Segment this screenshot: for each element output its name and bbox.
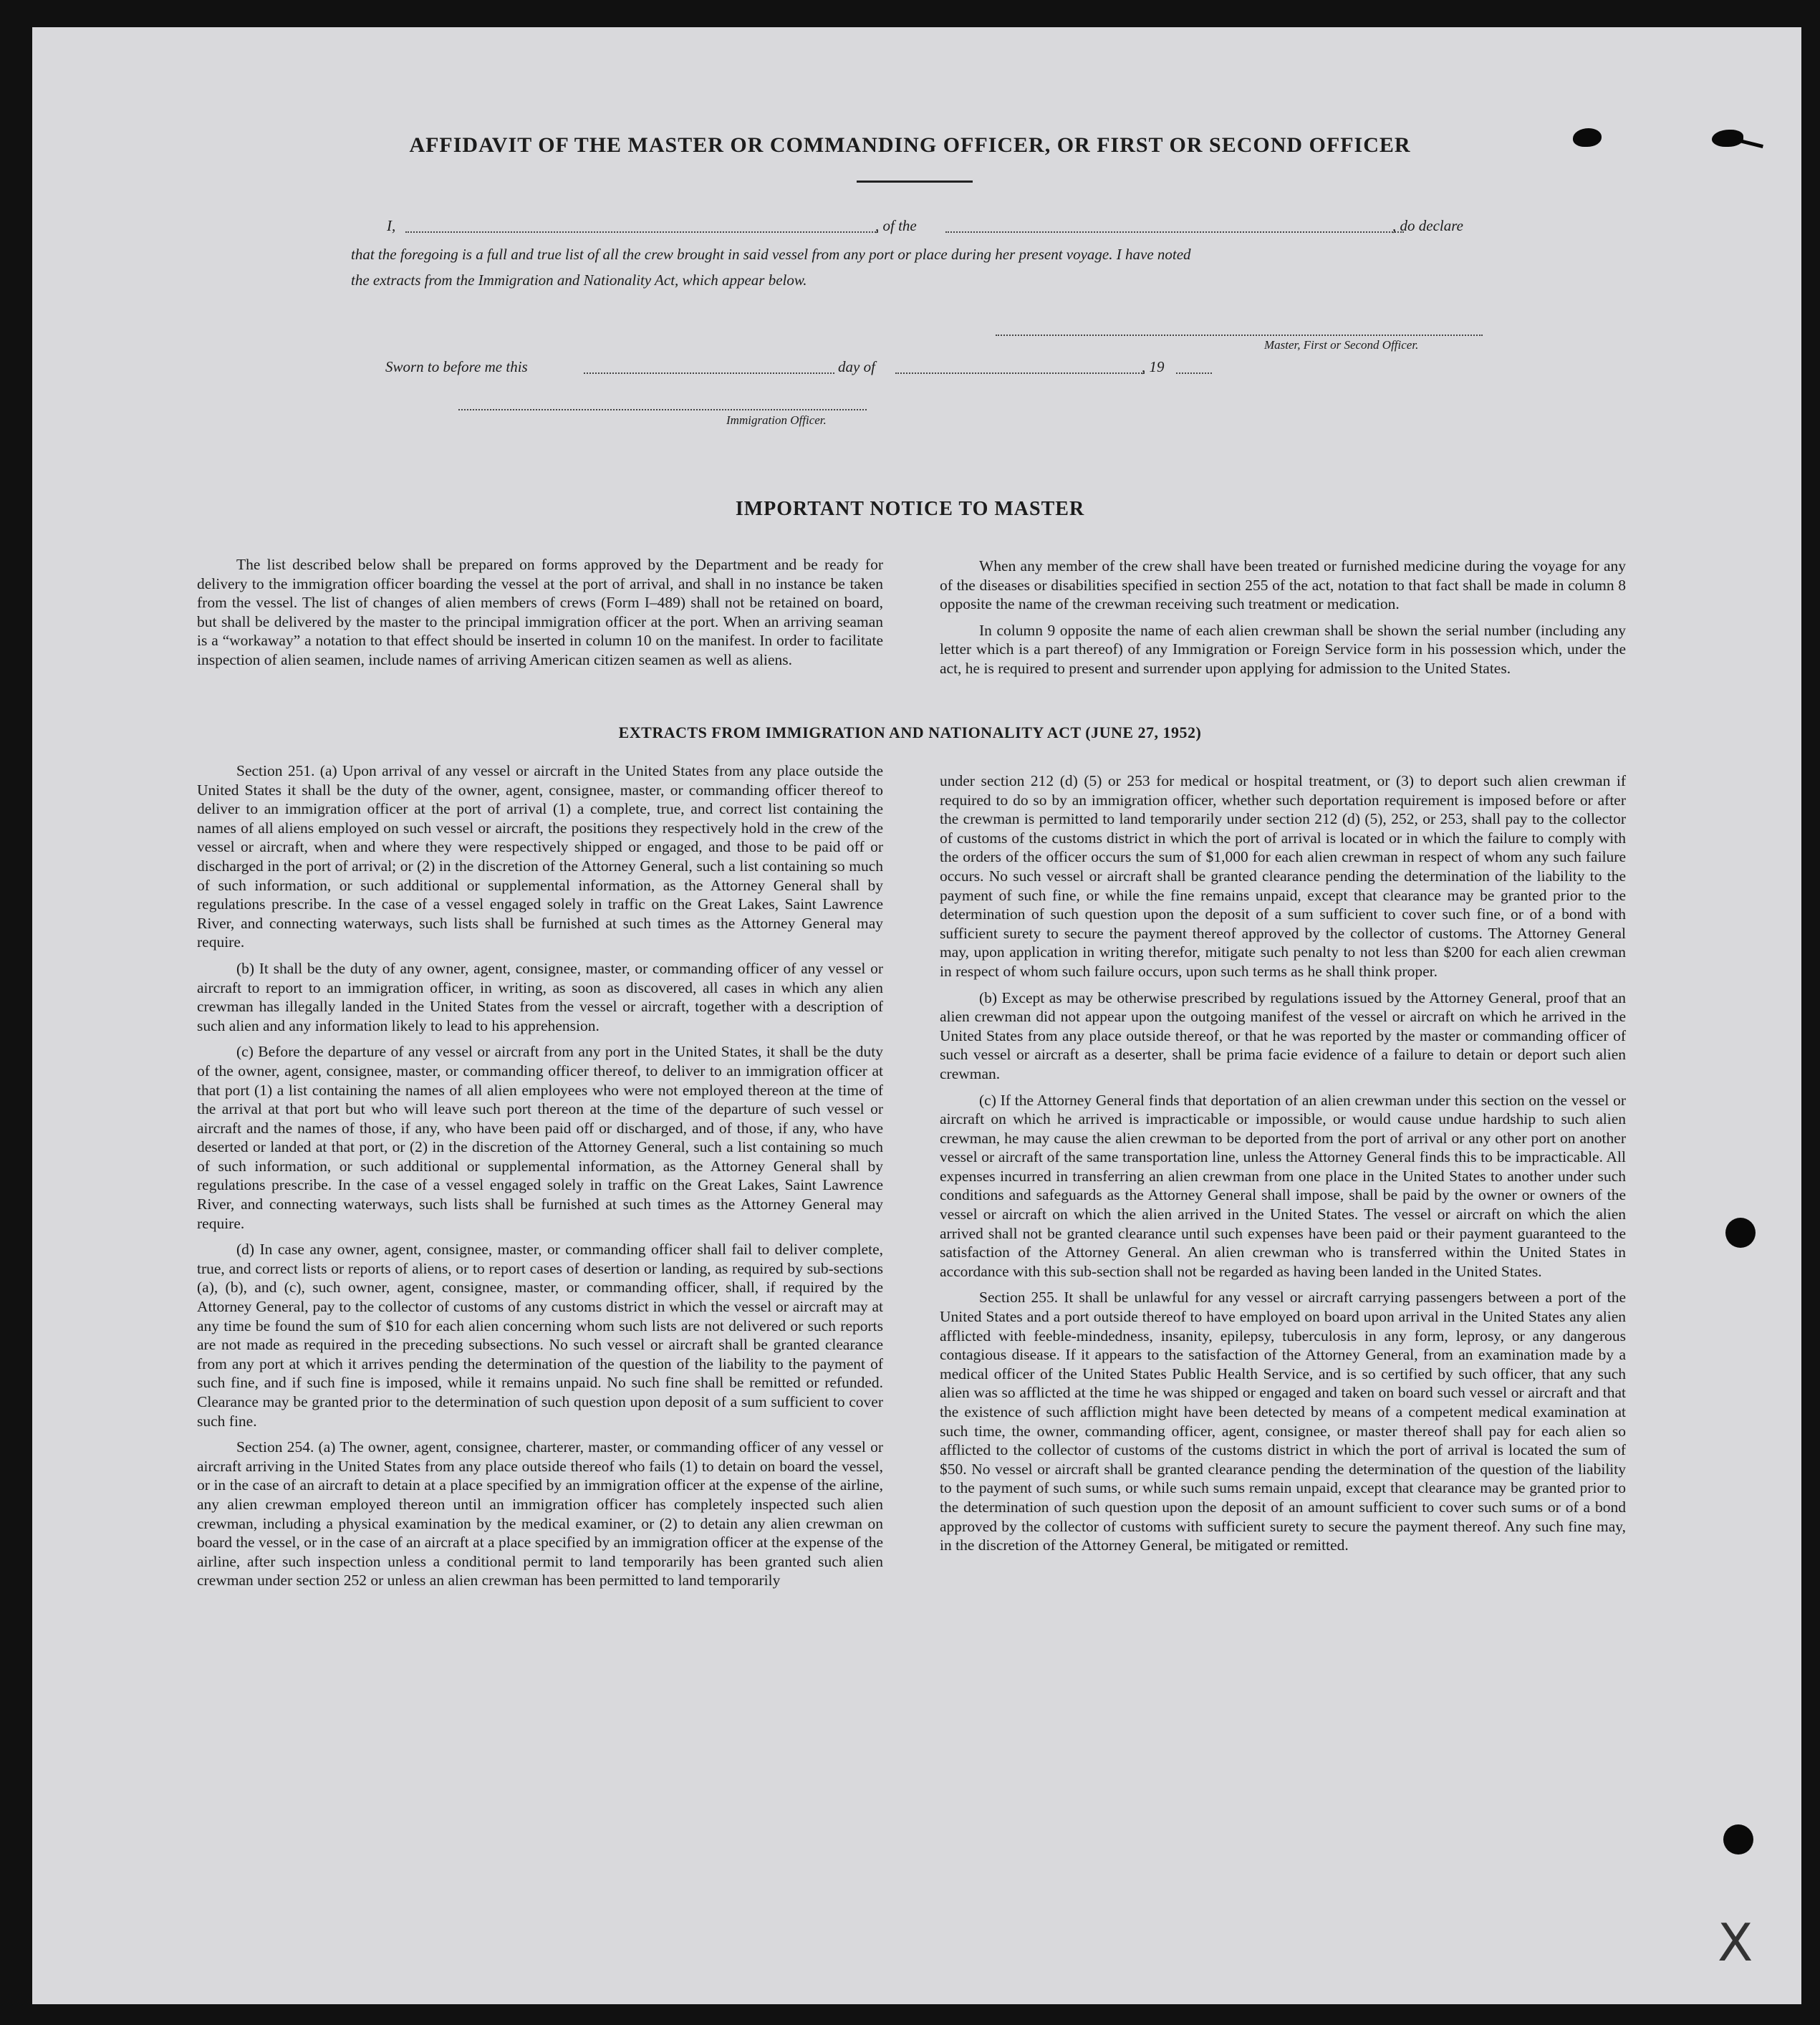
section-254-a-continued: under section 212 (d) (5) or 253 for medical or hospital treatment, or (3) to deport such alien crewman if required to do so by an immigration officer, whether such deportation requirement is imposed before or after the crewman is permitted to land temporarily under section 212 (d) (5), 252, or 253, shall pay to the collector of customs of the customs district in which the port of arrival is located or in which the failure to comply with the orders of the officer occurs the sum of $1,000 for each alien crewman in respect of whom any such failure occurs. No such vessel or aircraft shall be granted clearance pending the determination of the liability to the payment of such fine, or while the fine remains unpaid, except that clearance may be granted prior to the determination of such question upon the deposit of a sum sufficient to cover such fine, or of a bond with sufficient surety to secure the payment thereof approved by the collector of customs. The Attorney General may, upon application in writing therefor, mitigate such penalty to not less than $200 for each alien crewman in respect of whom such failure occurs, upon such terms as he shall think proper. xyxy=(940,772,1626,980)
section-254-a: Section 254. (a) The owner, agent, consignee, charterer, master, or commanding officer of any vessel or aircraft arriving in the United States from any place outside thereof who fails (1) to detain on board the vessel, or in the case of an aircraft to detain at a place specified by an immigration officer at the expense of the airline, any alien crewman employed thereon until an immigration officer has completely inspected such alien crewman, including a physical examination by the medical examiner, or (2) to detain any alien crewman on board the vessel, or in the case of an aircraft at a place specified by an immigration officer at the expense of the airline, after such inspection unless a conditional permit to land temporarily has been granted such alien crewman under section 252 or unless an alien crewman has been permitted to land temporarily xyxy=(197,1438,883,1589)
sworn-day-blank[interactable] xyxy=(584,372,834,374)
master-signature-caption: Master, First or Second Officer. xyxy=(1264,338,1419,352)
declarant-name-blank[interactable] xyxy=(405,231,878,233)
sworn-label: Sworn to before me this xyxy=(385,358,528,375)
handwritten-x-mark: X xyxy=(1718,1913,1753,1973)
notice-right-column xyxy=(940,557,1626,678)
section-251-d: (d) In case any owner, agent, consignee, master, or commanding officer shall fail to deliver complete, true, and correct lists or reports of aliens, or to report cases of desertion or landing, as required by sub-sections (a), (b), and (c), such owner, agent, consignee, master, or commanding officer, shall, if required by the Attorney General, pay to the collector of customs of any customs district in which the vessel or aircraft may at any time be found the sum of $10 for each alien concerning whom such lists are not delivered or such reports are not made as required in the preceding subsections. No such vessel or aircraft shall be granted clearance from any port at which it arrives pending the determination of the question of the liability to the payment of such fine, and if such fine is imposed, while it remains unpaid. No such fine shall be remitted or refunded. Clearance may be granted prior to the determination of such question upon deposit of a sum sufficient to cover such fine. xyxy=(197,1241,883,1430)
year-prefix: , 19 xyxy=(1142,358,1165,375)
of-the-label: , of the xyxy=(875,217,917,234)
do-declare-label: , do declare xyxy=(1392,217,1463,234)
punch-hole-upper xyxy=(1725,1218,1756,1248)
ink-blot-left xyxy=(1573,128,1602,147)
year-blank[interactable] xyxy=(1176,372,1212,374)
section-254-c: (c) If the Attorney General finds that deportation of an alien crewman under this section on the vessel or aircraft on which he arrived is impracticable or impossible, or would cause undue hardship to such alien crewman, he may cause the alien crewman to be deported from the port of arrival or any other port on another vessel or aircraft of the same transportation line, unless the Attorney General finds this to be impracticable. All expenses incurred in transferring an alien crewman from one place in the United States to another under such conditions and safeguards as the Attorney General shall impose, shall be paid by the owner or owners of the vessel or aircraft on which the alien arrived in the United States. The vessel or aircraft on which the alien arrived shall not be granted clearance until such expenses have been paid or their payment guaranteed to the satisfaction of the Attorney General. An alien crewman who is transferred within the United States in accordance with this sub-section shall not be regarded as having been landed in the United States. xyxy=(940,1091,1626,1280)
section-254-b: (b) Except as may be otherwise prescribed by regulations issued by the Attorney General, proof that an alien crewman did not appear upon the outgoing manifest of the vessel or aircraft on which he arrived in the United States from any place outside thereof, or that he was reported by the master or commanding officer of such vessel or aircraft as a deserter, shall be prima facie evidence of a failure to detain or deport such alien crewman. xyxy=(940,989,1626,1082)
declaration-line-3: the extracts from the Immigration and Nationality Act, which appear below. xyxy=(351,271,807,289)
punch-hole-lower xyxy=(1723,1824,1753,1855)
extracts-left-column xyxy=(197,761,883,1590)
section-251-a: Section 251. (a) Upon arrival of any vessel or aircraft in the United States from any place outside the United States it shall be the duty of the owner, agent, consignee, master, or commanding officer thereof to deliver to an immigration officer at the port of arrival (1) a complete, true, and correct list containing the names of all aliens employed on such vessel or aircraft, the positions they respectively hold in the crew of the vessel or aircraft, when and where they were respectively shipped or engaged, and those to be paid off or discharged in the port of arrival; or (2) in the discretion of the Attorney General, such a list containing so much of such information, or such additional or supplemental information, as the Attorney General shall by regulations prescribe. In the case of a vessel engaged solely in traffic on the Great Lakes, Saint Lawrence River, and connecting waterways, such lists shall be furnished at such times as the Attorney General may require. xyxy=(197,762,883,951)
notice-left-paragraph: The list described below shall be prepared on forms approved by the Department and be ready for delivery to the immigration officer boarding the vessel at the port of arrival, and shall in no instance be taken from the vessel. The list of changes of alien members of crews (Form I–489) shall not be retained on board, but shall be delivered by the master to the principal immigration officer at the port. When an arriving seaman is a “workaway” a notation to that effect should be inserted in column 10 on the manifest. In order to facilitate inspection of alien seamen, include names of arriving American citizen seamen as well as aliens. xyxy=(197,556,883,668)
notice-right-paragraph-1: When any member of the crew shall have been treated or furnished medicine during the voyage for any of the diseases or disabilities specified in section 255 of the act, notation to that fact shall be made in column 8 opposite the name of the crewman receiving such treatment or medication. xyxy=(940,557,1626,613)
immigration-officer-caption: Immigration Officer. xyxy=(726,413,827,427)
notice-right-paragraph-2: In column 9 opposite the name of each alien crewman shall be shown the serial number (including any letter which is a part thereof) of any Immigration or Foreign Service form in his possession which, under the act, he is required to present and surrender upon applying for admission to the United States. xyxy=(940,621,1626,677)
extracts-right-column xyxy=(940,771,1626,1555)
title-rule xyxy=(857,181,973,183)
notice-title: IMPORTANT NOTICE TO MASTER xyxy=(735,498,1085,520)
vessel-name-blank[interactable] xyxy=(945,231,1404,233)
sworn-month-blank[interactable] xyxy=(895,372,1145,374)
section-251-b: (b) It shall be the duty of any owner, agent, consignee, master, or commanding officer of any vessel or aircraft to report to an immigration officer, in writing, as soon as discovered, all cases in which any alien crewman has illegally landed in the United States from the vessel or aircraft, together with a description of such alien and any information likely to lead to his apprehension. xyxy=(197,959,883,1034)
extracts-title: EXTRACTS FROM IMMIGRATION AND NATIONALITY ACT (JUNE 27, 1952) xyxy=(618,723,1202,741)
section-251-c: (c) Before the departure of any vessel or aircraft from any port in the United States, it shall be the duty of the owner, agent, consignee, master, or commanding officer thereof, to deliver to an immigration officer at that port (1) a list containing the names of all alien employees who were not employed thereon at the time of the arrival at that port but who will leave such port thereon at the time of the departure of such vessel or aircraft and the names of those, if any, who have been paid off or discharged, and of those, if any, who have deserted or landed at that port, or (2) in the discretion of the Attorney General, such a list containing so much of such information, or such additional or supplemental information, as the Attorney General shall by regulations prescribe. In the case of a vessel engaged solely in traffic on the Great Lakes, Saint Lawrence River, and connecting waterways, such lists shall be furnished at such times as the Attorney General may require. xyxy=(197,1043,883,1232)
declaration-line-2: that the foregoing is a full and true list of all the crew brought in said vessel from any port or place during her present voyage. I have noted xyxy=(351,246,1191,263)
affidavit-title: AFFIDAVIT OF THE MASTER OR COMMANDING OFFICER, OR FIRST OR SECOND OFFICER xyxy=(409,133,1411,157)
notice-left-column xyxy=(197,555,883,670)
declarant-label: I, xyxy=(387,217,396,234)
immigration-officer-signature-line[interactable] xyxy=(458,409,867,410)
section-255: Section 255. It shall be unlawful for any vessel or aircraft carrying passengers between a port of the United States and a port outside thereof to have employed on board upon arrival in the United States any alien afflicted with feeble-mindedness, insanity, epilepsy, tuberculosis in any form, leprosy, or any dangerous contagious disease. If it appears to the satisfaction of the Attorney General, from an examination made by a medical officer of the United States Public Health Service, and is so certified by such officer, that any such alien was so afflicted at the time he was shipped or engaged and taken on board such vessel or aircraft and that the existence of such affliction might have been detected by means of a competent medical examination at such time, the owner, commanding officer, agent, consignee, or master thereof shall pay for each alien so afflicted to the collector of customs of the customs district in which the port of arrival is located the sum of $50. No vessel or aircraft shall be granted clearance pending the determination of the question of the liability to the payment of such sums, or while such sums remain unpaid, except that clearance may be granted prior to the determination of such question upon the deposit of an amount sufficient to cover such sums or of a bond approved by the collector of customs with sufficient surety to secure the payment thereof. Any such fine may, in the discretion of the Attorney General, be mitigated or remitted. xyxy=(940,1289,1626,1554)
day-of-label: day of xyxy=(838,358,875,375)
master-signature-line[interactable] xyxy=(996,335,1483,336)
